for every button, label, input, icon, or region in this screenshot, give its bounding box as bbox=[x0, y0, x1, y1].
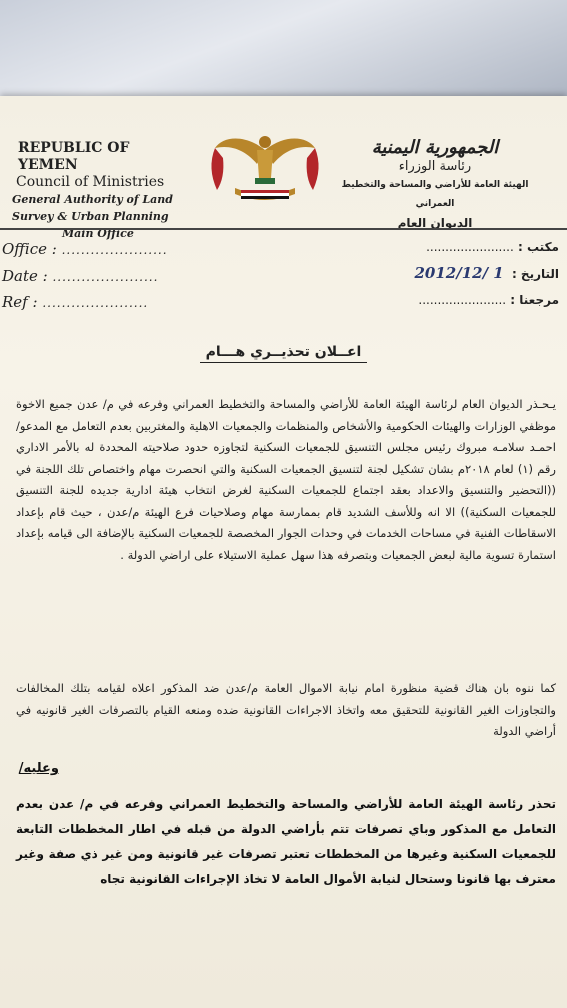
date-label-ar: التاريخ : bbox=[511, 267, 559, 281]
paragraph-1 bbox=[16, 394, 556, 566]
header-ar-line4: الديوان العام bbox=[397, 216, 473, 230]
header-en-line4: Survey & Urban Planning bbox=[12, 210, 169, 223]
header-en-line1: REPUBLIC OF YEMEN bbox=[18, 140, 130, 173]
ref-dots-ar: ....................... bbox=[418, 293, 507, 307]
paragraph-1-text: يـحـذر الديوان العام لرئاسة الهيئة العامة للأراضي والمساحة والتخطيط العمراني وفرعه في م/ عدن جميع الاخوة موظفي الوزارات والهيئات الحكومية والأشخاص والمنظمات والجمعيات الاهلية والمغتربين بعدم التعامل مع المدعو/ احمـد سلامـه مبروك رئيس مجلس التنسيق للجمعيات السكنية لتجاوزه حدود صلاحيته المحددة له بالأمر الاداري رقم (١) لعام ٢٠١٨م بشان تشكيل لجنة لتنسيق الجمعيات السكنية والتي انحصرت مهام واختصاص تلك اللجنة في ((التحضير والتنسيق والاعداد بعقد اجتماع للجمعيات السكنية لغرض انتخاب هيئة ادارية جديده للجنة التنسيق للجمعيات السكنية)) الا انه وللأسف الشديد قام بممارسة مهام وصلاحيات فرع الهيئة م/عدن ، حيث قام بإعداد الاسقاطات الفنية في مساحات الخدمات في وحدات الجوار المخصصة للجمعيات السكنية بالإضافة الى قيامه بإعداد استمارة تسوية مالية لبعض الجمعيات وبتصرفه هذا سهل عملية الاستيلاء على اراضي الدولة . bbox=[16, 397, 556, 562]
ref-dots-en: ...................... bbox=[42, 296, 149, 310]
ref-label-ar: مرجعنا : bbox=[510, 293, 559, 307]
date-value-handwritten: 2012/12/ 1 bbox=[414, 264, 504, 282]
office-label-ar: مكتب : bbox=[518, 240, 559, 254]
header-ar-line3: الهيئة العامة للأراضي والمساحة والتخطيط العمراني bbox=[341, 180, 529, 209]
photo-background bbox=[0, 0, 567, 110]
notice-title-text: اعــلان تحذيــري هـــام bbox=[200, 344, 368, 363]
header-en-line3: General Authority of Land bbox=[12, 193, 173, 206]
notice-title bbox=[0, 344, 567, 360]
header-english bbox=[12, 140, 192, 242]
office-dots-ar: ....................... bbox=[426, 240, 514, 254]
paragraph-2 bbox=[16, 678, 556, 743]
office-dots-en: ...................... bbox=[61, 243, 168, 257]
header-arabic bbox=[325, 138, 545, 233]
header-ar-line1: الجمهورية اليمنية bbox=[371, 137, 499, 158]
ref-label-en: Ref : bbox=[2, 293, 38, 311]
header-divider bbox=[0, 228, 567, 230]
office-label-en: Office : bbox=[2, 240, 57, 258]
date-dots-en: ...................... bbox=[52, 270, 159, 284]
date-field-en bbox=[2, 267, 158, 285]
paragraph-3-text: تحذر رئاسة الهيئة العامة للأراضي والمساحة والتخطيط العمراني وفرعه في م/ عدن بعدم التعامل مع المذكور وباي تصرفات تتم بأراضي الدولة من قبله في اطار المخططات التابعة للجمعيات السكنية وغيرها من المخططات تعتبر تصرفات غير قانونية ومن غير ذي صفة وغير معترف بها قانونا وستحال لنيابة الأموال العامة لا تخاذ الإجراءات القانونية تجاه bbox=[16, 797, 556, 886]
office-field-ar bbox=[426, 240, 559, 254]
yemen-emblem-icon bbox=[205, 128, 325, 208]
header-ar-line2: رئاسة الوزراء bbox=[398, 159, 472, 174]
wa-alayh-heading: وعليه/ bbox=[18, 761, 59, 776]
header-en-line5: Main Office bbox=[62, 227, 134, 240]
ref-field-en bbox=[2, 293, 148, 311]
date-label-en: Date : bbox=[2, 267, 48, 285]
date-field-ar bbox=[411, 264, 560, 282]
office-field-en bbox=[2, 240, 168, 258]
header-en-line2: Council of Ministries bbox=[16, 174, 165, 190]
ref-field-ar bbox=[418, 293, 559, 307]
paragraph-3 bbox=[16, 792, 556, 892]
paragraph-2-text: كما ننوه بان هناك قضية منظورة امام نيابة الاموال العامة م/عدن ضد المذكور اعلاه لقيامه بتلك المخالفات والتجاوزات الغير القانونية للتحقيق معه واتخاذ الاجراءات القانونية ضده ومنعه القيام بالتصرفات الغير قانونيه في أراضي الدولة bbox=[16, 681, 556, 738]
